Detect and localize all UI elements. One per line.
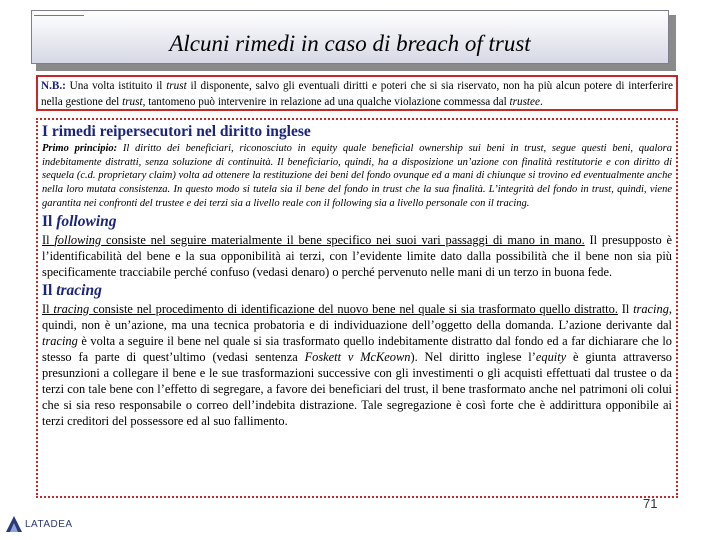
tracing-t3: , quindi, non è un’azione, ma una tecnica probatoria e di individuazione dell’oggetto della domanda. L’azione derivante dal (42, 301, 672, 332)
following-heading-prefix: Il (42, 212, 57, 230)
following-heading-em: following (56, 212, 117, 230)
tracing-u3: consiste nel procedimento di identificazione del nuovo bene nel quale si sia trasformato quello distratto. (89, 301, 618, 316)
note-text-3: , tantomeno può intervenire in relazione ad una qualche violazione commessa dal (142, 96, 510, 108)
page-number: 71 (643, 496, 658, 511)
following-paragraph (42, 232, 672, 280)
intro-paragraph (42, 142, 672, 211)
tracing-t8: equity (535, 349, 567, 364)
tracing-u1: Il (42, 301, 54, 316)
main-content-box (36, 118, 678, 498)
note-trust-2: trust (122, 96, 143, 108)
logo-mark-icon (6, 516, 22, 532)
logo-text: LATADEA (25, 518, 73, 530)
following-rest: Il presupposto è l’identificabilità del bene e la sua opponibilità ai terzi, con l’evidente limite dato dalla possibilità che il bene non sia più specificamente tracciabile perché confuso (vedasi denaro) o perché pervenuto nelle mani di un terzo in buona fede. (42, 232, 673, 279)
tracing-t5: è volta a seguire il bene nel quale si sia trasformato quello indebitamente distratto dal fondo ed a far dichiarare che lo stesso fa parte di quest’ultimo (vedasi sentenza (42, 333, 672, 364)
tracing-u2: tracing (53, 301, 90, 316)
note-trustee: trustee (509, 96, 540, 108)
title-corner-line (34, 15, 84, 16)
tracing-t4: tracing (42, 333, 78, 348)
note-text-4: . (539, 96, 543, 108)
note-label: N.B.: (41, 80, 66, 92)
note-text-2: il disponente, salvo gli eventuali diritti e poteri che si sia riservato, non ha più alcun potere di interferire nella gestione del (41, 80, 673, 108)
following-u3: consiste nel seguire materialmente il bene specifico nei suoi vari passaggi di mano in mano. (101, 232, 585, 247)
section-heading-tracing (42, 281, 672, 301)
company-logo (6, 514, 76, 534)
following-u2: following (54, 232, 102, 247)
section-heading-remedies: I rimedi reipersecutori nel diritto inglese (42, 123, 311, 140)
tracing-t9: è giunta attraverso presunzioni a collegare il bene e le sue trasformazioni successive con gli investimenti o gli acquisti effettuati dal trustee o da terzi con tale bene con l’effetto di segregare, a favore dei beneficiari del trust, il bene trasformato anche nel patrimoni oli colui che si sia reso responsabile o correo dell’indebita distrazione. Tale segregazione è così forte che è addirittura opponibile ai terzi creditori del possessore ed al suo fallimento. (42, 349, 672, 428)
note-trust-1: trust (166, 80, 187, 92)
slide-title: Alcuni rimedi in caso di breach of trust (169, 31, 531, 56)
note-box (36, 75, 678, 111)
note-text-1: Una volta istituito il (65, 80, 167, 92)
intro-label: Primo principio: (42, 143, 118, 154)
tracing-heading-prefix: Il (42, 281, 57, 299)
tracing-t2: tracing (633, 301, 669, 316)
tracing-t6: Foskett v McKeown (304, 349, 411, 364)
tracing-paragraph (42, 301, 672, 429)
section-heading-following (42, 212, 672, 232)
tracing-t7: ). Nel diritto inglese l’ (410, 349, 536, 364)
intro-text: Il diritto dei beneficiari, riconosciuto in equity quale beneficial ownership sui beni in trust, segue questi beni, qualora indebitamente distratti, senza soluzione di continuità. Il beneficiario, quindi, ha a disposizione un’azione con finalità restitutorie e con diritto di sequela (c.d. proprietary claim) volta ad ottenere la restituzione dei beni del fondo ovunque ed a mani di chiunque si trovino ed eventualmente anche nella loro mutata consistenza. In questo modo si tutela sia il bene del fondo in trust che la sua finalità. L’integrità del fondo in trust, quindi, viene garantita nei confronti del trustee e dei terzi sia a livello reale con il following sia a livello personale con il tracing. (42, 143, 673, 209)
tracing-t1: Il (617, 301, 634, 316)
following-u1: Il (42, 232, 55, 247)
title-banner (31, 10, 669, 64)
tracing-heading-em: tracing (56, 281, 102, 299)
